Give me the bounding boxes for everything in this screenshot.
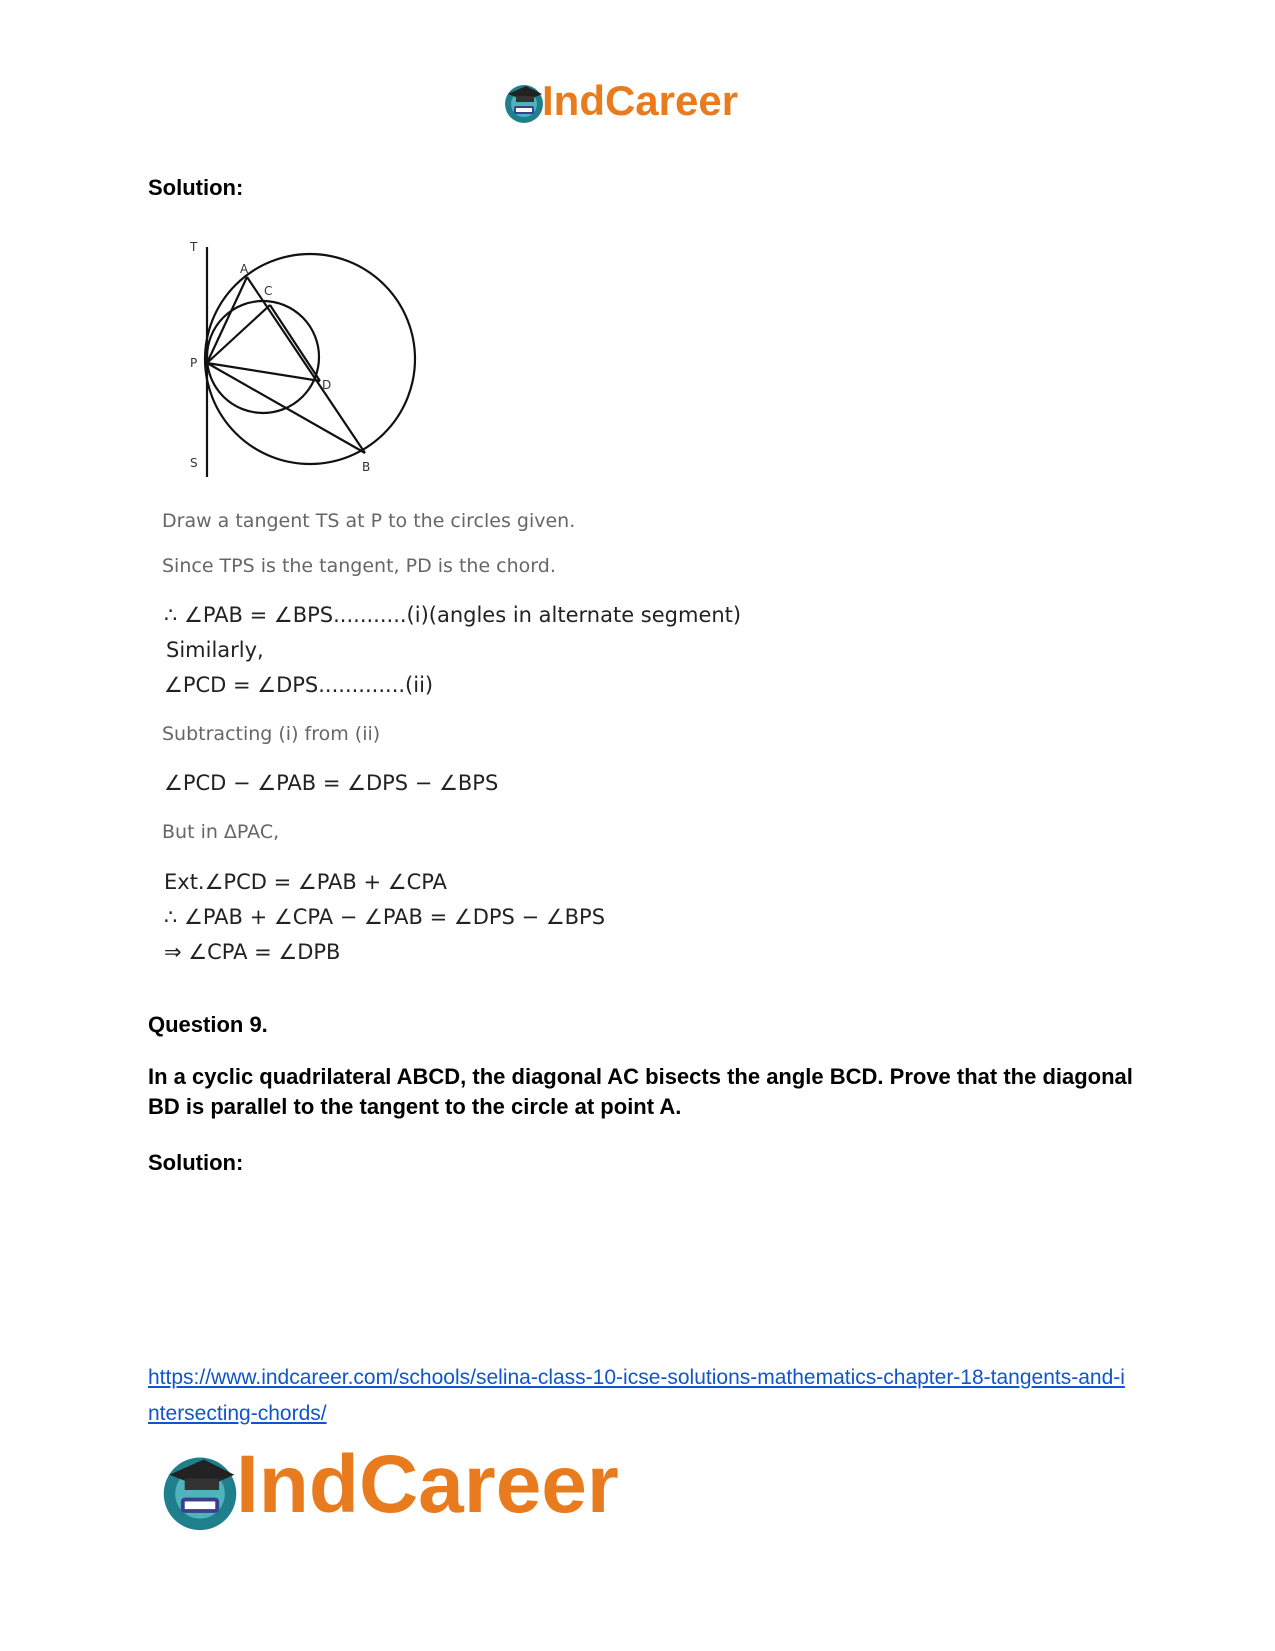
label-d: D xyxy=(322,378,332,392)
solution-line: ⇒ ∠CPA = ∠DPB xyxy=(164,940,341,964)
footer-logo xyxy=(158,1439,688,1533)
solution-line: ∠PCD − ∠PAB = ∠DPS − ∠BPS xyxy=(164,771,499,795)
header-brand-name: IndCareer xyxy=(542,77,739,124)
label-a: A xyxy=(240,262,249,276)
question-text: In a cyclic quadrilateral ABCD, the diagonal AC bisects the angle BCD. Prove that the diagonal BD is parallel to the tangent to the circle at point A. xyxy=(148,1064,1133,1119)
label-c: C xyxy=(264,284,273,298)
tangent-circles-figure xyxy=(180,235,440,480)
label-t: T xyxy=(190,240,198,254)
graduation-cap-icon xyxy=(158,1448,242,1532)
footer-brand-name: IndCareer xyxy=(236,1439,619,1530)
question-heading: Question 9. xyxy=(148,1012,268,1037)
header-logo xyxy=(502,78,782,128)
label-b: B xyxy=(362,460,371,474)
solution-line: Ext.∠PCD = ∠PAB + ∠CPA xyxy=(164,870,447,894)
solution-heading: Solution: xyxy=(148,175,244,200)
solution-line: Subtracting (i) from (ii) xyxy=(162,723,381,745)
solution-line: Draw a tangent TS at P to the circles given. xyxy=(162,510,576,532)
graduation-cap-icon xyxy=(502,80,546,124)
solution-line: ∠PCD = ∠DPS.............(ii) xyxy=(164,673,434,697)
solution-line: ∴ ∠PAB = ∠BPS...........(i)(angles in alternate segment) xyxy=(164,603,742,627)
solution-line: ∴ ∠PAB + ∠CPA − ∠PAB = ∠DPS − ∠BPS xyxy=(164,905,606,929)
solution-heading: Solution: xyxy=(148,1150,244,1175)
label-s: S xyxy=(190,456,198,470)
label-p: P xyxy=(190,356,198,370)
solution-line: Since TPS is the tangent, PD is the chord. xyxy=(162,555,556,577)
solution-line: Similarly, xyxy=(166,638,264,662)
source-link[interactable]: https://www.indcareer.com/schools/selina-class-10-icse-solutions-mathematics-chapter-18-tangents-and-intersecting-chords/ xyxy=(148,1366,1125,1425)
solution-line: But in ΔPAC, xyxy=(162,821,280,843)
